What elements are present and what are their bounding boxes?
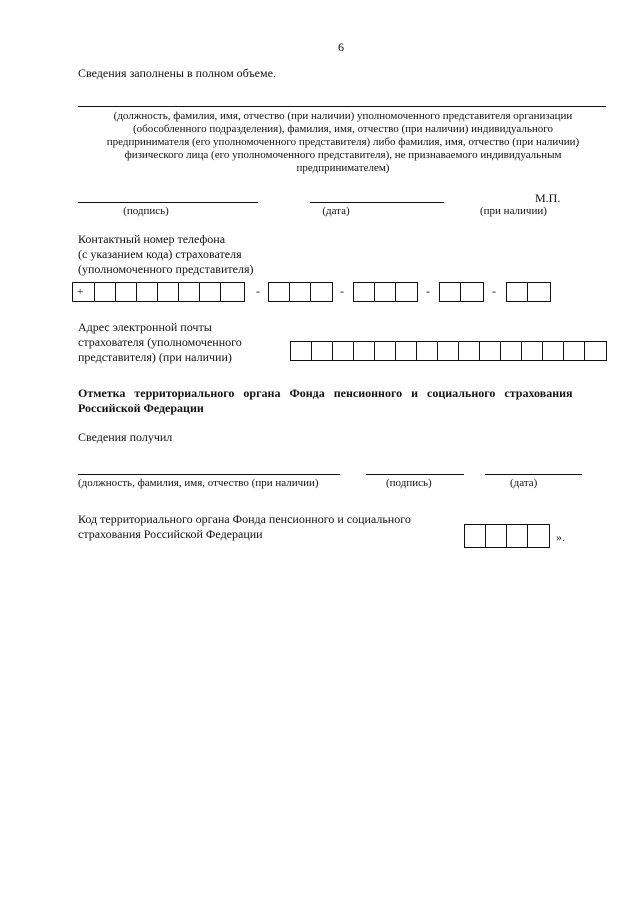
email-cells[interactable]: [290, 341, 607, 361]
stamp-label: М.П.: [535, 191, 561, 205]
phone-country-cells[interactable]: [72, 282, 245, 302]
email-cell[interactable]: [291, 342, 312, 360]
phone-cell[interactable]: [95, 283, 116, 301]
email-cell[interactable]: [312, 342, 333, 360]
phone-cell[interactable]: [528, 283, 549, 301]
code-label: [78, 512, 411, 542]
email-cell[interactable]: [543, 342, 564, 360]
representative-caption: [70, 110, 616, 175]
phone-cell[interactable]: [116, 283, 137, 301]
code-cell[interactable]: [465, 525, 486, 547]
phone-cell[interactable]: [440, 283, 461, 301]
phone-cell[interactable]: [311, 283, 332, 301]
email-cell[interactable]: [501, 342, 522, 360]
email-cell[interactable]: [333, 342, 354, 360]
phone-code-cells[interactable]: [268, 282, 333, 302]
phone-cell[interactable]: [158, 283, 179, 301]
phone-label-line: Контактный номер телефона: [78, 232, 226, 246]
code-label-line: Код территориального органа Фонда пенсионного и социального: [78, 512, 411, 526]
code-cell[interactable]: [528, 525, 549, 547]
date-caption: (дата): [322, 205, 350, 217]
signature-caption: (подпись): [123, 205, 169, 217]
email-cell[interactable]: [564, 342, 585, 360]
phone-cell[interactable]: [375, 283, 396, 301]
phone-separator: -: [426, 284, 430, 298]
phone-label-line: (с указанием кода) страхователя: [78, 247, 242, 261]
phone-cell[interactable]: [461, 283, 482, 301]
email-label-line: представителя) (при наличии): [78, 350, 232, 364]
caption-line: предпринимателем): [296, 162, 390, 174]
phone-label-line: (уполномоченного представителя): [78, 262, 254, 276]
fund-mark-title-line2: Российской Федерации: [78, 401, 204, 415]
phone-part1-cells[interactable]: [353, 282, 418, 302]
statement-text: Сведения заполнены в полном объеме.: [78, 66, 276, 80]
email-label: [78, 320, 242, 365]
date-line[interactable]: [310, 202, 444, 203]
phone-cell[interactable]: [221, 283, 242, 301]
code-cells[interactable]: [464, 524, 550, 548]
phone-cell[interactable]: [179, 283, 200, 301]
email-label-line: Адрес электронной почты: [78, 320, 212, 334]
receiver-person-caption: (должность, фамилия, имя, отчество (при наличии): [78, 477, 319, 489]
email-label-line: страхователя (уполномоченного: [78, 335, 242, 349]
fund-mark-title-line1: Отметка территориального органа Фонда пенсионного и социального страхования: [78, 386, 573, 400]
page-number: 6: [338, 40, 344, 54]
phone-cell[interactable]: [269, 283, 290, 301]
caption-line: (обособленного подразделения), фамилия, имя, отчество (при наличии) индивидуального: [132, 123, 554, 135]
email-cell[interactable]: [417, 342, 438, 360]
signature-line[interactable]: [78, 202, 258, 203]
receiver-date-caption: (дата): [510, 477, 538, 489]
stamp-note: (при наличии): [480, 205, 547, 217]
phone-cell[interactable]: [200, 283, 221, 301]
email-cell[interactable]: [585, 342, 606, 360]
representative-line[interactable]: [78, 106, 606, 107]
phone-cell[interactable]: [507, 283, 528, 301]
phone-part3-cells[interactable]: [506, 282, 551, 302]
caption-line: предпринимателя (его уполномоченного представителя) либо фамилия, имя, отчество (при наличии): [106, 136, 580, 148]
phone-separator: -: [492, 284, 496, 298]
receiver-signature-line[interactable]: [366, 474, 464, 475]
receiver-signature-caption: (подпись): [386, 477, 432, 489]
phone-part2-cells[interactable]: [439, 282, 484, 302]
email-cell[interactable]: [459, 342, 480, 360]
phone-plus-cell: +: [73, 283, 95, 301]
phone-label: [78, 232, 253, 277]
receiver-date-line[interactable]: [485, 474, 582, 475]
code-end-quote: ».: [556, 530, 565, 544]
phone-cell[interactable]: [354, 283, 375, 301]
code-label-line: страхования Российской Федерации: [78, 527, 263, 541]
email-cell[interactable]: [396, 342, 417, 360]
phone-cell[interactable]: [396, 283, 417, 301]
email-cell[interactable]: [438, 342, 459, 360]
email-cell[interactable]: [375, 342, 396, 360]
code-cell[interactable]: [486, 525, 507, 547]
phone-cell[interactable]: [137, 283, 158, 301]
email-cell[interactable]: [354, 342, 375, 360]
email-cell[interactable]: [522, 342, 543, 360]
code-cell[interactable]: [507, 525, 528, 547]
caption-line: (должность, фамилия, имя, отчество (при наличии) уполномоченного представителя организации: [113, 110, 573, 122]
receiver-person-line[interactable]: [78, 474, 340, 475]
received-label: Сведения получил: [78, 430, 173, 444]
phone-separator: -: [256, 284, 260, 298]
phone-cell[interactable]: [290, 283, 311, 301]
phone-separator: -: [340, 284, 344, 298]
caption-line: физического лица (его уполномоченного представителя), не признаваемого индивидуальным: [124, 149, 562, 161]
email-cell[interactable]: [480, 342, 501, 360]
